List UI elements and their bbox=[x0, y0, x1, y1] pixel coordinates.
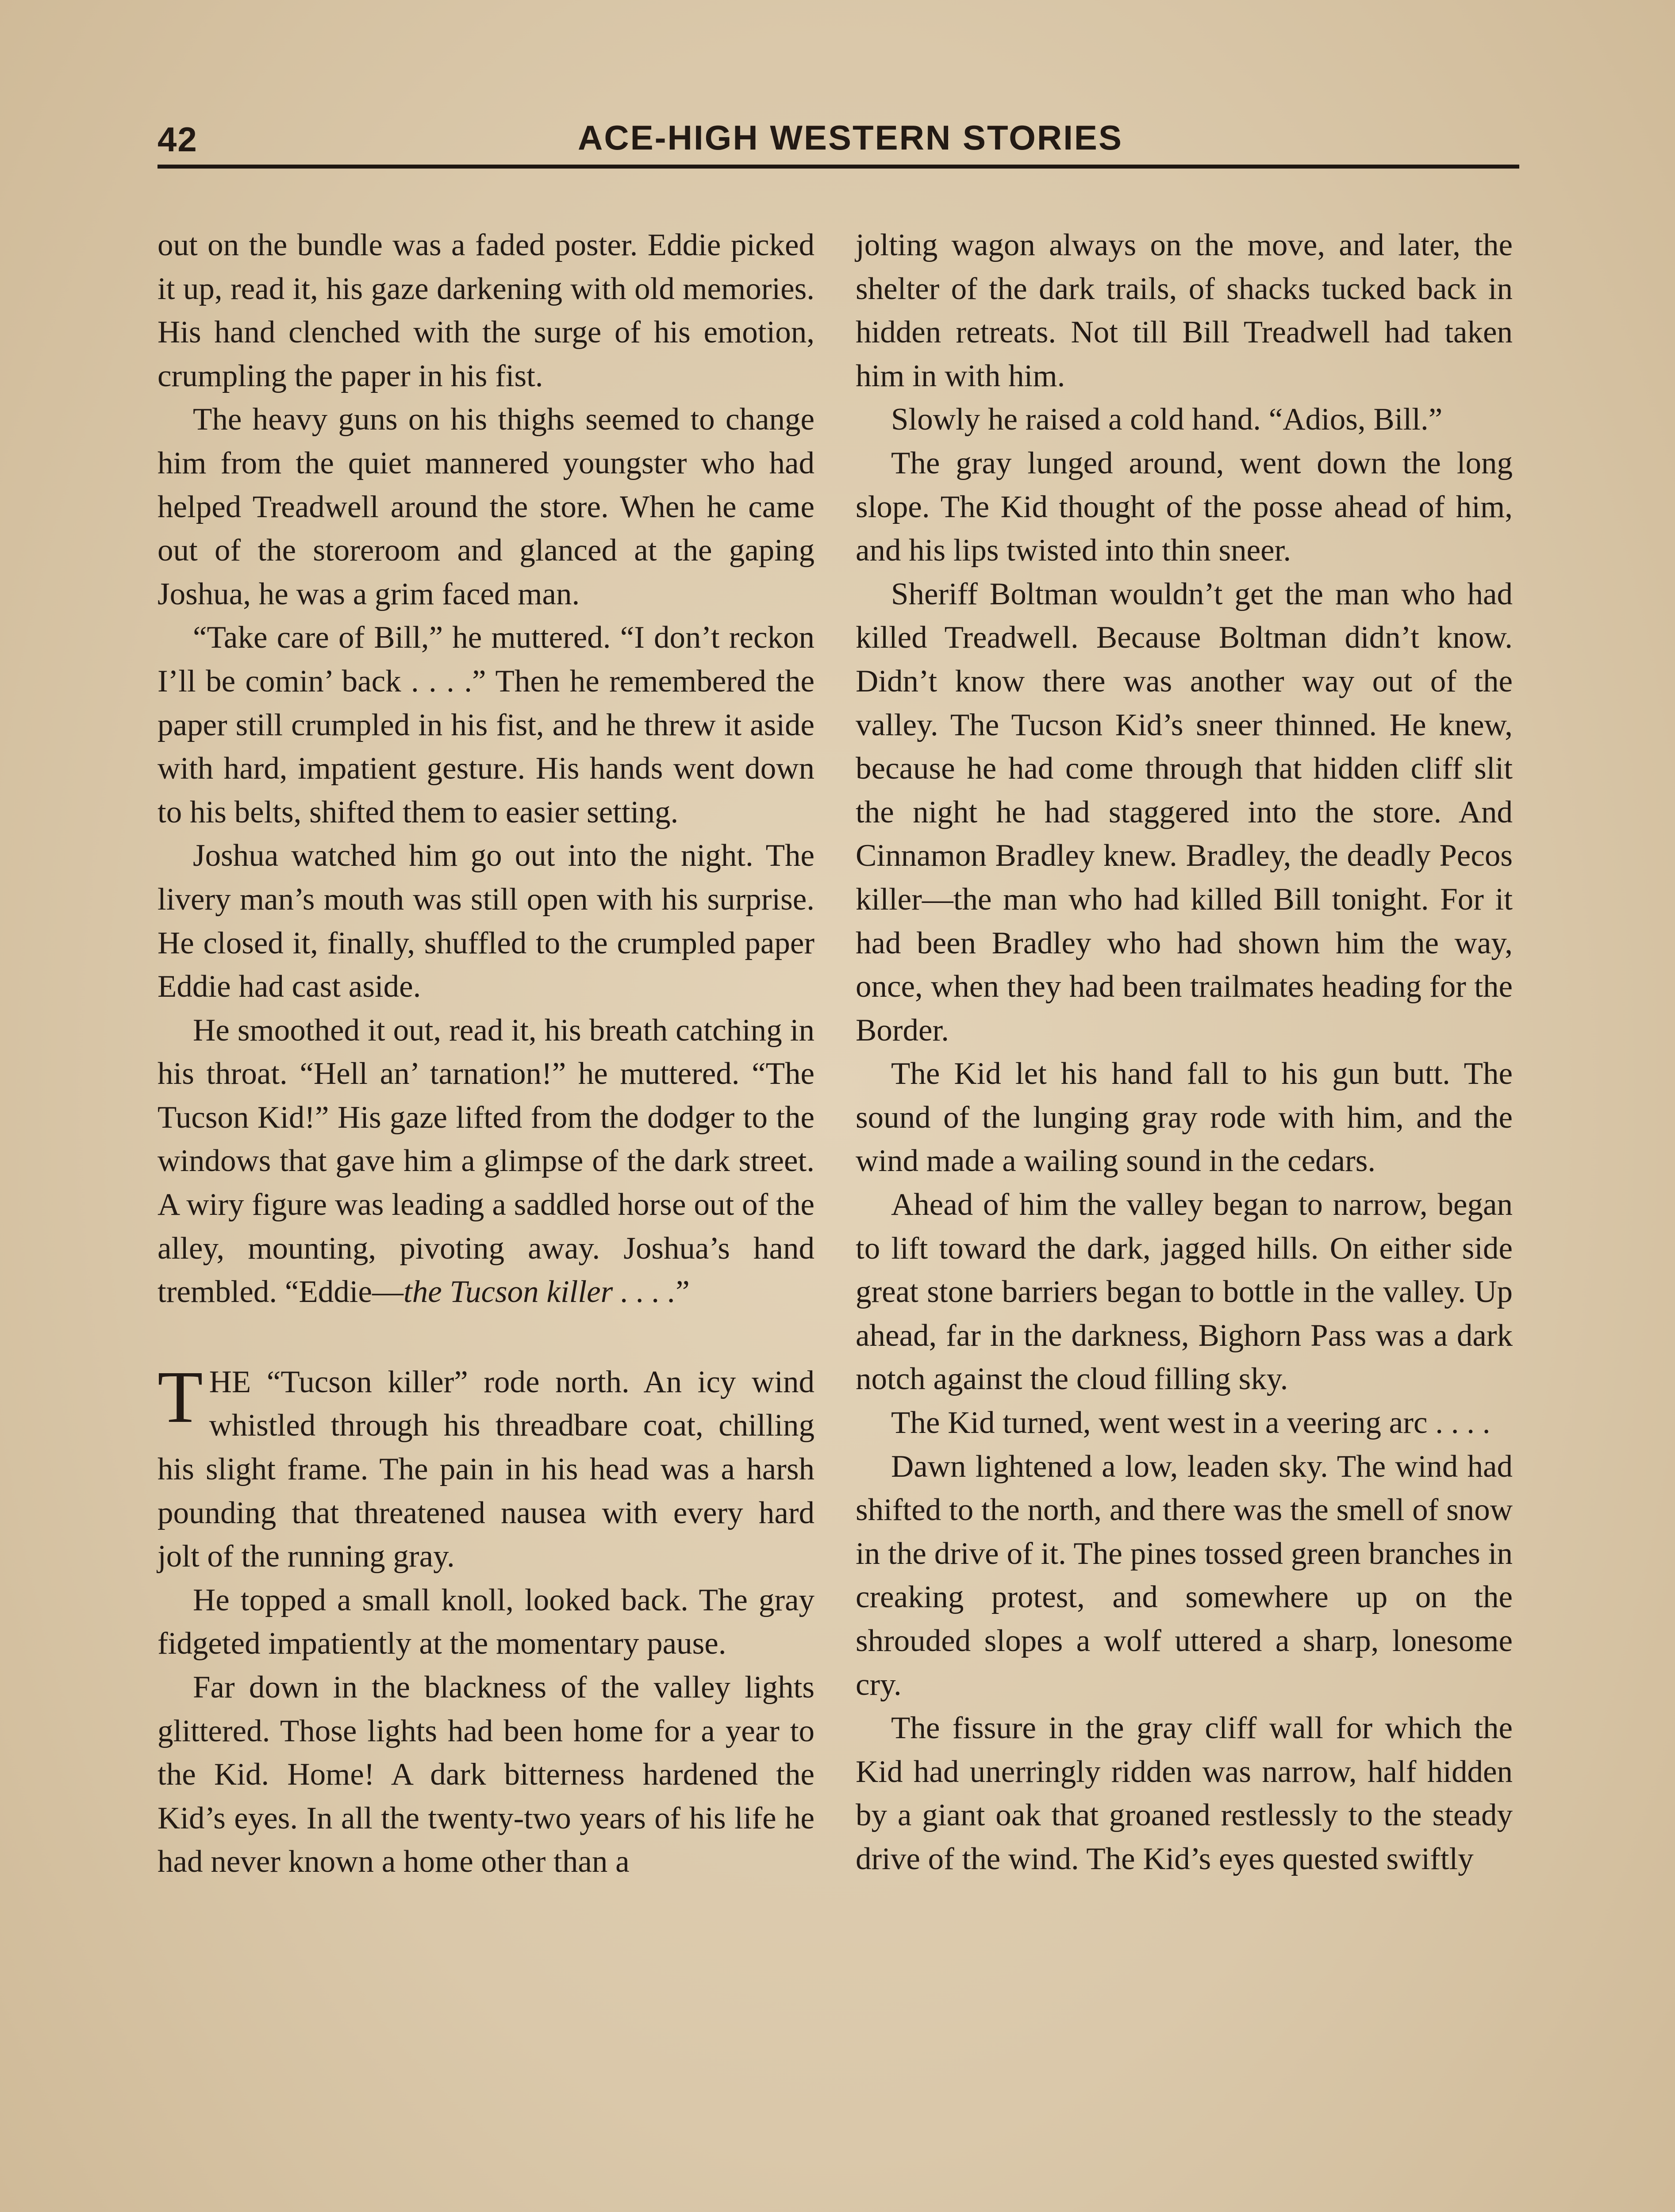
paragraph: jolting wagon always on the move, and later, the shelter of the dark trails, of shacks tucked back in hidden retreats. Not till Bill Treadwell had taken him in with him. bbox=[856, 228, 1513, 393]
paragraph: Joshua watched him go out into the night. The livery man’s mouth was still open with his surprise. He closed it, finally, shuffled to the crumpled paper Eddie had cast aside. bbox=[158, 838, 814, 1004]
paragraph: He topped a small knoll, looked back. The gray fidgeted impatiently at the momentary pause. bbox=[158, 1582, 814, 1661]
quote-closing: ” bbox=[676, 1275, 690, 1310]
italic-phrase: the Tucson killer . . . . bbox=[403, 1275, 676, 1310]
paragraph: “Take care of Bill,” he muttered. “I don’t reckon I’ll be comin’ back . . . .” Then he remembered the paper still crumpled in his fist, and he threw it aside with hard, impatient gesture. His hands went down to his belts, shifted them to easier setting. bbox=[158, 620, 814, 830]
paragraph: out on the bundle was a faded poster. Eddie picked it up, read it, his gaze darkening with old memories. His hand clenched with the surge of his emotion, crumpling the paper in his fist. bbox=[158, 228, 814, 393]
quote-opening: “Eddie— bbox=[284, 1275, 403, 1310]
running-title: ACE-HIGH WESTERN STORIES bbox=[578, 118, 1123, 157]
paragraph: Slowly he raised a cold hand. “Adios, Bill.” bbox=[891, 402, 1443, 437]
paragraph: The fissure in the gray cliff wall for which the Kid had unerringly ridden was narrow, half hidden by a giant oak that groaned restlessly to the steady drive of the wind. The Kid’s eyes quested swiftly bbox=[856, 1711, 1513, 1876]
right-column bbox=[856, 223, 1513, 1881]
paragraph-text: HE “Tucson killer” rode north. An icy wind whistled through his threadbare coat, chilling his slight frame. The pain in his head was a harsh pounding that threatened nausea with every hard jolt of the running gray. bbox=[158, 1364, 814, 1574]
paragraph: Ahead of him the valley began to narrow, began to lift toward the dark, jagged hills. On either side great stone barriers began to bottle in the valley. Up ahead, far in the darkness, Bighorn Pass was a dark notch against the cloud filling sky. bbox=[856, 1187, 1513, 1397]
page-header bbox=[158, 106, 1519, 173]
page-number: 42 bbox=[158, 120, 198, 159]
section-opening-paragraph bbox=[158, 1356, 814, 1578]
paragraph: The Kid turned, went west in a veering arc . . . . bbox=[891, 1406, 1491, 1440]
drop-cap-letter: T bbox=[158, 1356, 203, 1438]
left-column bbox=[158, 223, 814, 1884]
paragraph-with-italic-ending bbox=[158, 1009, 814, 1314]
paragraph: Far down in the blackness of the valley lights glittered. Those lights had been home for a year to the Kid. Home! A dark bitterness hardened the Kid’s eyes. In all the twenty-two years of his life he had never known a home other than a bbox=[158, 1670, 814, 1879]
paragraph-text: He smoothed it out, read it, his breath catching in his throat. “Hell an’ tarnation!” he muttered. “The Tucson Kid!” His gaze lifted from the dodger to the windows that gave him a glimpse of the dark street. A wiry figure was leading a saddled horse out of the alley, mounting, pivoting away. Joshua’s hand trembled. bbox=[158, 1013, 814, 1310]
paragraph: The heavy guns on his thighs seemed to change him from the quiet mannered youngster who had helped Treadwell around the store. When he came out of the storeroom and glanced at the gaping Joshua, he was a grim faced man. bbox=[158, 402, 814, 611]
paragraph: Dawn lightened a low, leaden sky. The wind had shifted to the north, and there was the smell of snow in the drive of it. The pines tossed green branches in creaking protest, and somewhere up on the shrouded slopes a wolf uttered a sharp, lonesome cry. bbox=[856, 1449, 1513, 1702]
paragraph: The Kid let his hand fall to his gun butt. The sound of the lunging gray rode with him, and the wind made a wailing sound in the cedars. bbox=[856, 1056, 1513, 1179]
header-rule bbox=[158, 165, 1519, 169]
paragraph: Sheriff Boltman wouldn’t get the man who had killed Treadwell. Because Boltman didn’t know. Didn’t know there was another way out of the valley. The Tucson Kid’s sneer thinned. He knew, because he had come through that hidden cliff slit the night he had staggered into the store. And Cinnamon Bradley knew. Bradley, the deadly Pecos killer—the man who had killed Bill tonight. For it had been Bradley who had shown him the way, once, when they had been trailmates heading for the Border. bbox=[856, 576, 1513, 1048]
paragraph: The gray lunged around, went down the long slope. The Kid thought of the posse ahead of him, and his lips twisted into thin sneer. bbox=[856, 445, 1513, 568]
